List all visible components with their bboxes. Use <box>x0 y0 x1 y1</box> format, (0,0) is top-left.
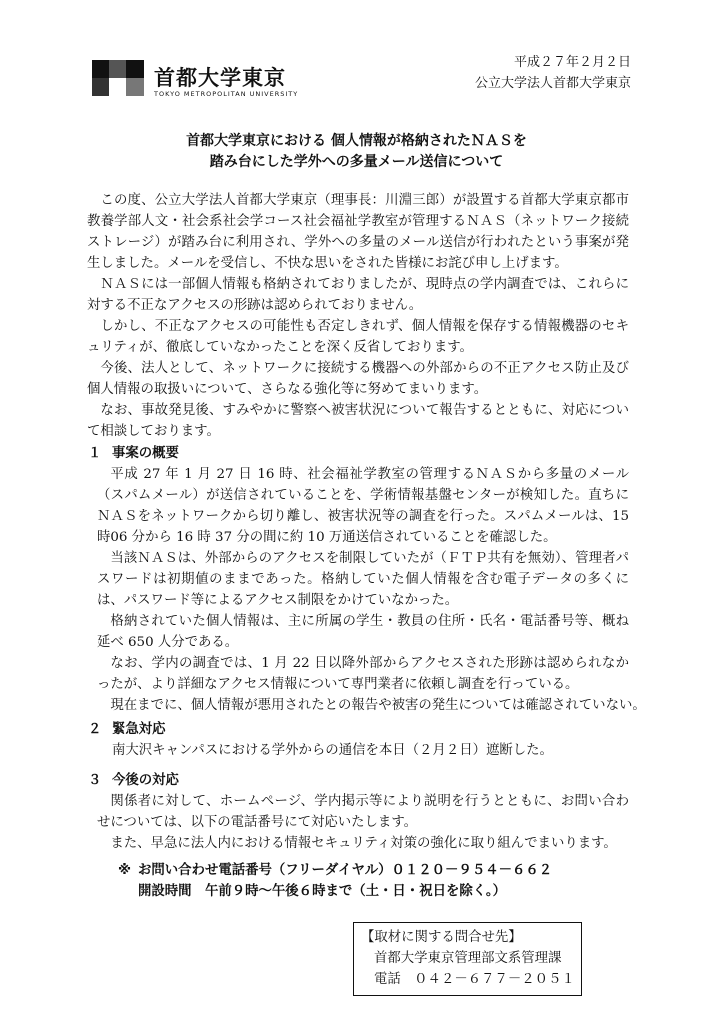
section-heading-emergency <box>88 719 166 740</box>
title-line-2: 踏み台にした学外への多量メール送信について <box>209 154 504 170</box>
section-heading-overview <box>88 443 179 464</box>
section-title: 緊急対応 <box>112 722 166 737</box>
title-line-1: 首都大学東京における 個人情報が格納されたＮＡＳを <box>186 133 527 149</box>
intro-paragraph: ＮＡＳには一部個人情報も格納されておりましたが、現時点の学内調査では、これらに対する不正なアクセスの形跡は認められておりません。 <box>87 277 629 313</box>
intro-paragraph: しかし、不正なアクセスの可能性も否定しきれず、個人情報を保存する情報機器のセキュリティが、徹底していなかったことを深く反省しております。 <box>87 319 629 355</box>
section-title: 事案の概要 <box>112 446 179 461</box>
section-paragraph: なお、学内の調査では、1 月 22 日以降外部からアクセスされた形跡は認められなかったが、より詳細なアクセス情報について専門業者に依頼し調査を行っている。 <box>97 656 629 692</box>
intro-paragraph: この度、公立大学法人首都大学東京（理事長：川淵三郎）が設置する首都大学東京都市教養学部人文・社会系社会学コース社会福祉学教室が管理するＮＡＳ（ネットワーク接続ストレージ）が踏み台に利用され、学外への多量のメール送信が行われたという事案が発生しました。メールを受信し、不快な思いをされた皆様にお詫び申し上げます。 <box>87 193 629 271</box>
press-inquiry-box <box>353 922 582 996</box>
section-paragraph: また、早急に法人内における情報セキュリティ対策の強化に取り組んでまいります。 <box>110 836 617 851</box>
section-paragraph: 平成 27 年 1 月 27 日 16 時、社会福祉学教室の管理するＮＡＳから多量のメール（スパムメール）が送信されていることを、学術情報基盤センターが検知した。直ちにＮＡＳをネットワークから切り離し、被害状況等の調査を行った。スパムメールは、15 時06 分から 16 時 37 分の間に約 10 万通送信されていることを確認した。 <box>97 467 629 545</box>
logo-checker-icon <box>92 60 144 96</box>
section-paragraph: 南大沢キャンパスにおける学外からの通信を本日（２月２日）遮断した。 <box>112 743 553 758</box>
intro-paragraph: なお、事故発見後、すみやかに警察へ被害状況について報告するとともに、対応について相談しております。 <box>87 403 629 439</box>
logo-name: 首都大学東京 <box>154 66 286 90</box>
section-heading-future <box>88 770 179 791</box>
issue-block <box>475 52 631 94</box>
contact-info <box>118 860 552 902</box>
document-title <box>0 131 713 173</box>
section-number: ２ <box>88 722 102 737</box>
logo-english-name: TOKYO METROPOLITAN UNIVERSITY <box>154 90 299 98</box>
intro-paragraph: 今後、法人として、ネットワークに接続する機器への外部からの不正アクセス防止及び個人情報の取扱いについて、さらなる強化等に努めてまいります。 <box>87 361 629 397</box>
press-inquiry-heading: 【取材に関する問合せ先】 <box>361 930 522 945</box>
note-mark: ※ <box>118 863 132 878</box>
section-number: １ <box>88 446 102 461</box>
section-title: 今後の対応 <box>112 773 179 788</box>
section-body-future <box>97 791 629 854</box>
issuer-name: 公立大学法人首都大学東京 <box>474 76 631 91</box>
contact-hours-line: 開設時間 午前９時～午後６時まで（土・日・祝日を除く。） <box>138 884 506 899</box>
section-number: ３ <box>88 773 102 788</box>
section-paragraph: 現在までに、個人情報が悪用されたとの報告や被害の発生については確認されていない。 <box>110 698 646 713</box>
section-paragraph: 格納されていた個人情報は、主に所属の学生・教員の住所・氏名・電話番号等、概ね延べ 650 人分である。 <box>97 614 629 650</box>
contact-phone-line: お問い合わせ電話番号（フリーダイヤル）０１２０－９５４－６６２ <box>138 863 553 878</box>
section-paragraph: 当該ＮＡＳは、外部からのアクセスを制限していたが（ＦＴＰ共有を無効）、管理者パスワードは初期値のままであった。格納していた個人情報を含む電子データの多くには、パスワード等によるアクセス制限をかけていなかった。 <box>97 551 629 608</box>
section-body-emergency <box>97 740 629 761</box>
press-inquiry-department: 首都大学東京管理部文系管理課 <box>374 951 562 966</box>
press-inquiry-phone: 電話 ０４２－６７７－２０５１ <box>374 972 575 987</box>
university-logo <box>92 60 304 100</box>
section-body-overview <box>97 464 646 716</box>
intro-section <box>87 190 629 442</box>
issue-date: 平成２７年２月２日 <box>513 55 631 70</box>
section-paragraph: 関係者に対して、ホームページ、学内掲示等により説明を行うとともに、お問い合わせについては、以下の電話番号にて対応いたします。 <box>97 794 629 830</box>
